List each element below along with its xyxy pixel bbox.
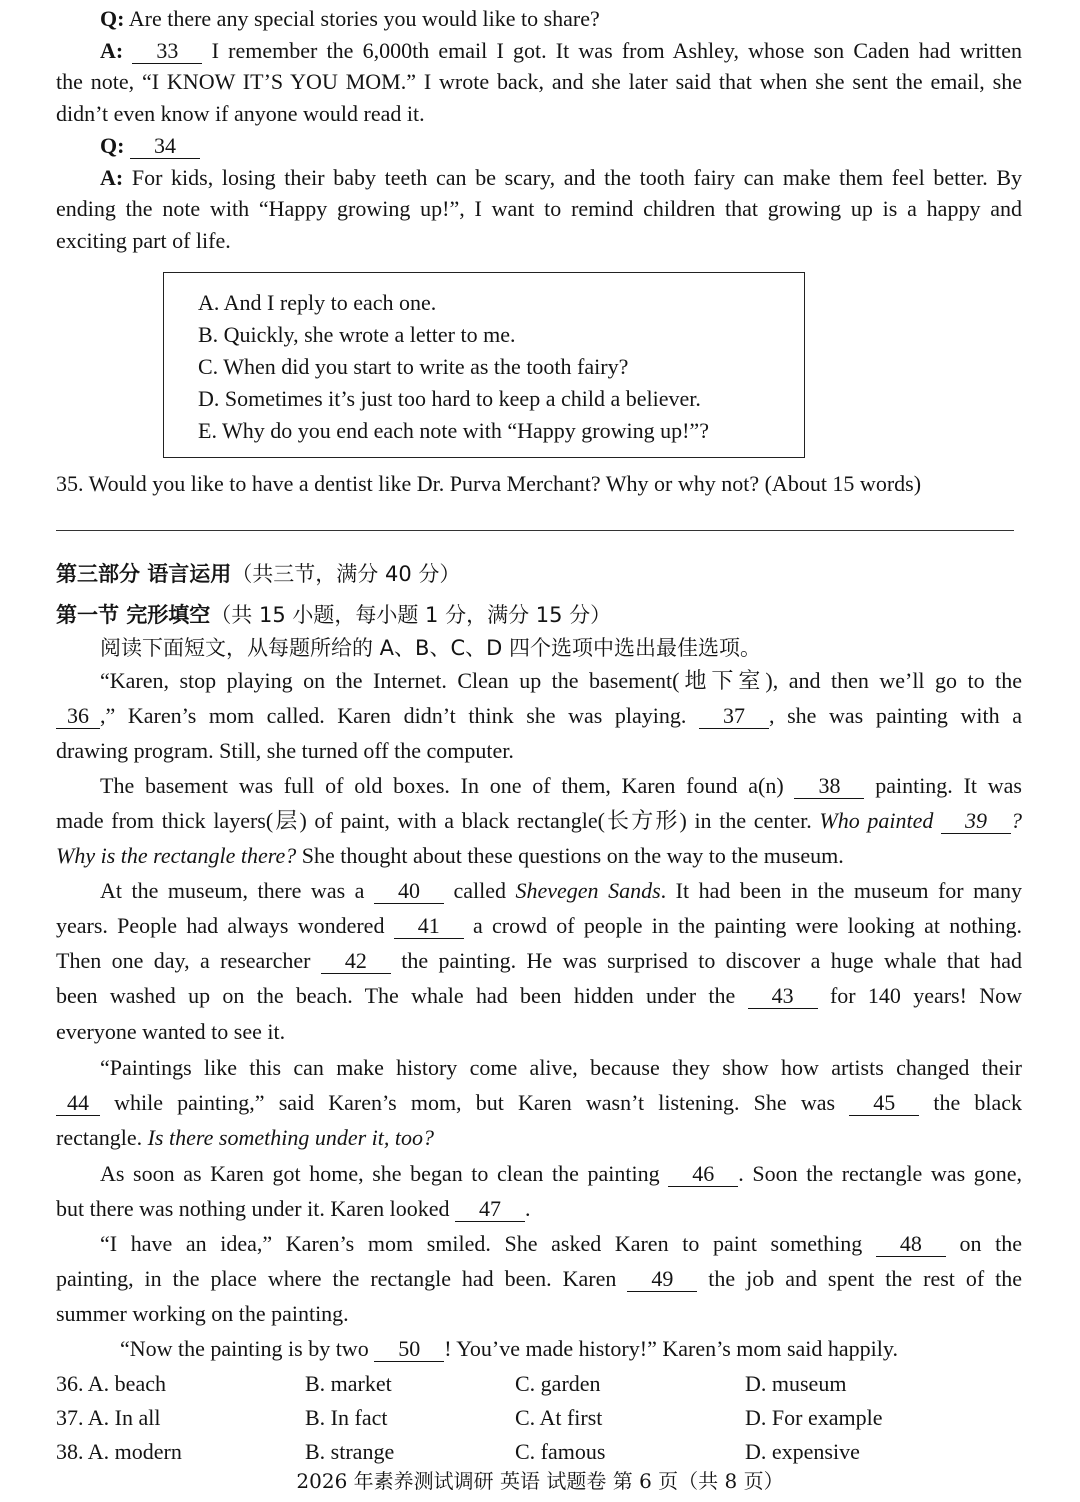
text: . It had been in the museum for many	[660, 878, 1023, 903]
answer-34-line1	[100, 163, 1022, 193]
text-italic: Is there something under it, too?	[147, 1125, 434, 1150]
text: years. People had always wondered	[56, 913, 385, 938]
text: for 140 years! Now	[829, 983, 1023, 1008]
choice-38-c[interactable]: C. famous	[515, 1439, 606, 1464]
passage-p3-line5: everyone wanted to see it.	[56, 1019, 286, 1044]
choice-37-c[interactable]: C. At first	[515, 1405, 603, 1430]
blank-39[interactable]: 39	[941, 809, 1011, 834]
text: “I have an idea,” Karen’s mom smiled. She asked Karen to paint something	[100, 1231, 863, 1256]
text: but there was nothing under it. Karen looked	[56, 1196, 450, 1221]
a-label: A:	[100, 38, 124, 63]
part-title: 第三部分 语言运用	[56, 562, 232, 586]
text: rectangle.	[56, 1125, 143, 1150]
passage-p1-line2	[56, 701, 1022, 731]
text: made from thick layers(层) of paint, with a black rectangle(长方形) in the center.	[56, 808, 812, 833]
part-three-heading	[56, 559, 1022, 589]
answer-33-line2: the note, “I KNOW IT’S YOU MOM.” I wrote back, and she later said that when she sent the email, she	[56, 69, 1022, 94]
passage-p5-line1	[100, 1159, 1022, 1189]
text: , she was painting with a	[769, 703, 1022, 728]
option-c: C. When did you start to write as the tooth fairy?	[198, 354, 629, 379]
options-box	[163, 272, 805, 458]
text: painting, in the place where the rectangle had been. Karen	[56, 1266, 617, 1291]
text: The basement was full of old boxes. In one of them, Karen found a(n)	[100, 773, 784, 798]
q-label: Q:	[100, 6, 125, 31]
passage-p6-line1	[100, 1229, 1022, 1259]
choice-36-a[interactable]: 36. A. beach	[56, 1371, 166, 1396]
option-b: B. Quickly, she wrote a letter to me.	[198, 322, 516, 347]
text: been washed up on the beach. The whale had been hidden under the	[56, 983, 736, 1008]
question-33-context	[100, 4, 1022, 34]
choice-38-a[interactable]: 38. A. modern	[56, 1439, 182, 1464]
choice-36-c[interactable]: C. garden	[515, 1371, 601, 1396]
passage-p7-line1	[120, 1334, 1022, 1364]
passage-p3-line4	[56, 981, 1022, 1011]
blank-43[interactable]: 43	[748, 984, 818, 1009]
a-text: For kids, losing their baby teeth can be scary, and the tooth fairy can make them feel better. By	[123, 165, 1022, 190]
blank-47[interactable]: 47	[455, 1197, 525, 1222]
blank-37[interactable]: 37	[699, 704, 769, 729]
text: As soon as Karen got home, she began to clean the painting	[100, 1161, 660, 1186]
a-label: A:	[100, 165, 124, 190]
q-text: Are there any special stories you would like to share?	[124, 6, 600, 31]
passage-p5-line2	[56, 1194, 1022, 1224]
choice-37-b[interactable]: B. In fact	[305, 1405, 388, 1430]
passage-p1-line3: drawing program. Still, she turned off the computer.	[56, 738, 514, 763]
text: painting. It was	[875, 773, 1022, 798]
text: At the museum, there was a	[100, 878, 365, 903]
passage-p4-line1: “Paintings like this can make history come alive, because they show how artists changed their	[100, 1055, 1022, 1080]
section-title: 第一节 完形填空	[56, 603, 211, 627]
choice-36-b[interactable]: B. market	[305, 1371, 392, 1396]
blank-40[interactable]: 40	[374, 879, 444, 904]
answer-line-35[interactable]	[56, 530, 1014, 531]
part-note: （共三节，满分 40 分）	[231, 562, 461, 586]
text: . Soon the rectangle was gone,	[738, 1161, 1023, 1186]
passage-p6-line3: summer working on the painting.	[56, 1301, 349, 1326]
instruction: 阅读下面短文，从每题所给的 A、B、C、D 四个选项中选出最佳选项。	[100, 636, 761, 660]
blank-49[interactable]: 49	[627, 1267, 697, 1292]
blank-41[interactable]: 41	[394, 914, 464, 939]
option-a: A. And I reply to each one.	[198, 290, 437, 315]
choice-37-d[interactable]: D. For example	[745, 1405, 883, 1430]
text: called	[453, 878, 506, 903]
text: the painting. He was surprised to discover a huge whale that had	[401, 948, 1023, 973]
question-34	[100, 131, 1022, 161]
text: ,” Karen’s mom called. Karen didn’t think she was playing.	[100, 703, 687, 728]
blank-36[interactable]: 36	[56, 704, 100, 729]
choice-37-a[interactable]: 37. A. In all	[56, 1405, 161, 1430]
passage-p3-line2	[56, 911, 1022, 941]
choice-38-b[interactable]: B. strange	[305, 1439, 395, 1464]
text-italic: Who painted	[819, 808, 934, 833]
text-italic: Shevegen Sands	[515, 878, 661, 903]
page-footer: 2026 年素养测试调研 英语 试题卷 第 6 页（共 8 页）	[296, 1469, 784, 1493]
option-e: E. Why do you end each note with “Happy growing up!”?	[198, 418, 709, 443]
text: Then one day, a researcher	[56, 948, 311, 973]
answer-34-line2: ending the note with “Happy growing up!”, I want to remind children that growing up is a happy and	[56, 196, 1022, 221]
blank-50[interactable]: 50	[374, 1337, 444, 1362]
answer-33-line3: didn’t even know if anyone would read it.	[56, 101, 425, 126]
text: She thought about these questions on the way to the museum.	[296, 843, 844, 868]
section-note: （共 15 小题，每小题 1 分，满分 15 分）	[210, 603, 612, 627]
a-text: I remember the 6,000th email I got. It was from Ashley, whose son Caden had written	[211, 38, 1023, 63]
text: .	[524, 1196, 531, 1221]
q-label: Q:	[100, 133, 125, 158]
text: ! You’ve made history!” Karen’s mom said happily.	[444, 1336, 898, 1361]
passage-p4-line3	[56, 1123, 1022, 1153]
text: on the	[959, 1231, 1023, 1256]
blank-45[interactable]: 45	[849, 1091, 919, 1116]
passage-p1-line1: “Karen, stop playing on the Internet. Clean up the basement(地下室), and then we’ll go to the	[100, 668, 1022, 693]
passage-p2-line1	[100, 771, 1022, 801]
section-one-heading	[56, 600, 1022, 630]
choice-38-d[interactable]: D. expensive	[745, 1439, 860, 1464]
text: “Now the painting is by two	[120, 1336, 369, 1361]
text-italic: ?	[1011, 808, 1023, 833]
passage-p3-line1	[100, 876, 1022, 906]
choice-36-d[interactable]: D. museum	[745, 1371, 847, 1396]
text: while painting,” said Karen’s mom, but Karen wasn’t listening. She was	[114, 1090, 836, 1115]
answer-34-line3: exciting part of life.	[56, 228, 231, 253]
text: the job and spent the rest of the	[708, 1266, 1023, 1291]
passage-p4-line2	[56, 1088, 1022, 1118]
option-d: D. Sometimes it’s just too hard to keep a child a believer.	[198, 386, 701, 411]
passage-p6-line2	[56, 1264, 1022, 1294]
blank-38[interactable]: 38	[794, 774, 864, 799]
blank-42[interactable]: 42	[321, 949, 391, 974]
text-italic: Why is the rectangle there?	[56, 843, 297, 868]
blank-44[interactable]: 44	[56, 1091, 100, 1116]
answer-33-line1	[100, 36, 1022, 66]
blank-48[interactable]: 48	[876, 1232, 946, 1257]
blank-34[interactable]: 34	[130, 134, 200, 159]
blank-46[interactable]: 46	[668, 1162, 738, 1187]
blank-33[interactable]: 33	[132, 39, 202, 64]
text: the black	[933, 1090, 1023, 1115]
passage-p2-line2	[56, 806, 1022, 836]
passage-p3-line3	[56, 946, 1022, 976]
text: a crowd of people in the painting were looking at nothing.	[472, 913, 1022, 938]
passage-p2-line3	[56, 841, 1022, 871]
question-35: 35. Would you like to have a dentist like Dr. Purva Merchant? Why or why not? (About 15 words)	[56, 471, 922, 496]
